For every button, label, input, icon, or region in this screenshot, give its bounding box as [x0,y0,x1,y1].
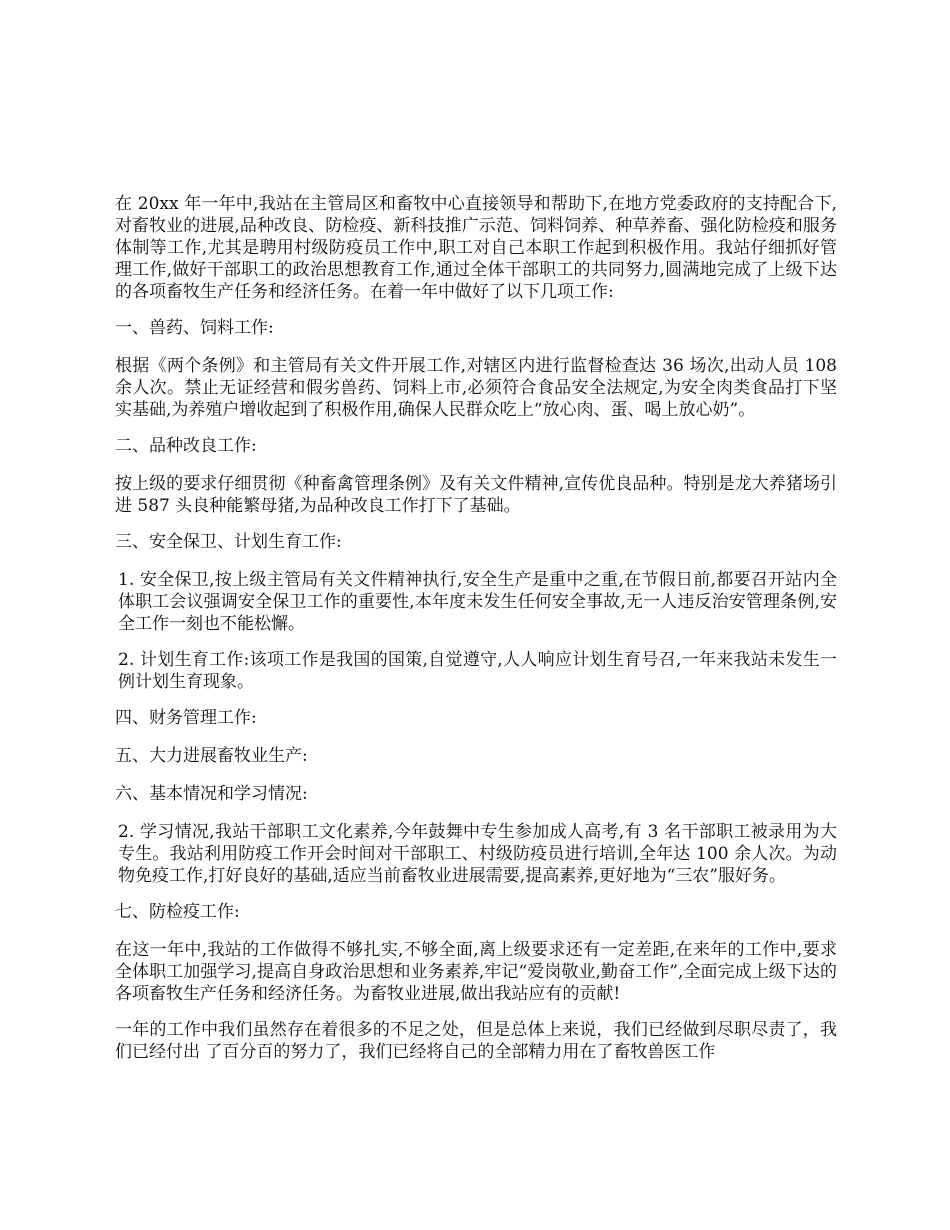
intro-paragraph: 在 20xx 年一年中,我站在主管局区和畜牧中心直接领导和帮助下,在地方党委政府的支持配合下,对畜牧业的进展,品种改良、防检疫、新科技推广示范、饲料饲养、种草养畜、强化防检疫和服务体制等工作,尤其是聘用村级防疫员工作中,职工对自己本职工作起到积极作用。我站仔细抓好管理工作,做好干部职工的政治思想教育工作,通过全体干部职工的共同努力,圆满地完成了上级下达的各项畜牧生产任务和经济任务。在着一年中做好了以下几项工作: [115,194,837,302]
security-paragraph: 1. 安全保卫,按上级主管局有关文件精神执行,安全生产是重中之重,在节假日前,都要召开站内全体职工会议强调安全保卫工作的重要性,本年度未发生任何安全事故,无一人违反治安管理条例,安全工作一刻也不能松懈。 [118,570,837,634]
section-heading-security-family-planning: 三、安全保卫、计划生育工作: [115,532,342,552]
family-planning-paragraph: 2. 计划生育工作:该项工作是我国的国策,自觉遵守,人人响应计划生育号召,一年来我站未发生一例计划生育现象。 [118,650,837,692]
section-heading-quarantine: 七、防检疫工作: [115,902,240,922]
section-heading-financial-management: 四、财务管理工作: [115,708,257,728]
veterinary-feed-paragraph: 根据《两个条例》和主管局有关文件开展工作,对辖区内进行监督检查达 36 场次,出动人员 108 余人次。禁止无证经营和假劣兽药、饲料上市,必须符合食品安全法规定,为安全肉类食品打下坚实基础,为养殖户增收起到了积极作用,确保人民群众吃上“放心肉、蛋、喝上放心奶”。 [115,356,837,420]
study-paragraph: 2. 学习情况,我站干部职工文化素养,今年鼓舞中专生参加成人高考,有 3 名干部职工被录用为大专生。我站利用防疫工作开会时间对干部职工、村级防疫员进行培训,全年达 100 余人次。为动物免疫工作,打好良好的基础,适应当前畜牧业进展需要,提高素养,更好地为“三农”服好务。 [118,822,837,886]
section-heading-veterinary-feed: 一、兽药、饲料工作: [115,318,274,338]
closing-paragraph: 一年的工作中我们虽然存在着很多的不足之处，但是总体上来说，我们已经做到尽职尽责了，我们已经付出 了百分百的努力了，我们已经将自己的全部精力用在了畜牧兽医工作 [115,1020,837,1062]
section-heading-breed-improvement: 二、品种改良工作: [115,436,257,456]
document-body [115,193,837,1077]
breed-improvement-paragraph: 按上级的要求仔细贯彻《种畜禽管理条例》及有关文件精神,宣传优良品种。特别是龙大养猪场引进 587 头良种能繁母猪,为品种改良工作打下了基础。 [115,474,837,516]
section-heading-study: 六、基本情况和学习情况: [115,784,308,804]
quarantine-paragraph: 在这一年中,我站的工作做得不够扎实,不够全面,离上级要求还有一定差距,在来年的工作中,要求全体职工加强学习,提高自身政治思想和业务素养,牢记“爱岗敬业,勤奋工作”,全面完成上级下达的各项畜牧生产任务和经济任务。为畜牧业进展,做出我站应有的贡献! [115,940,837,1004]
section-heading-livestock-production: 五、大力进展畜牧业生产: [115,746,308,766]
